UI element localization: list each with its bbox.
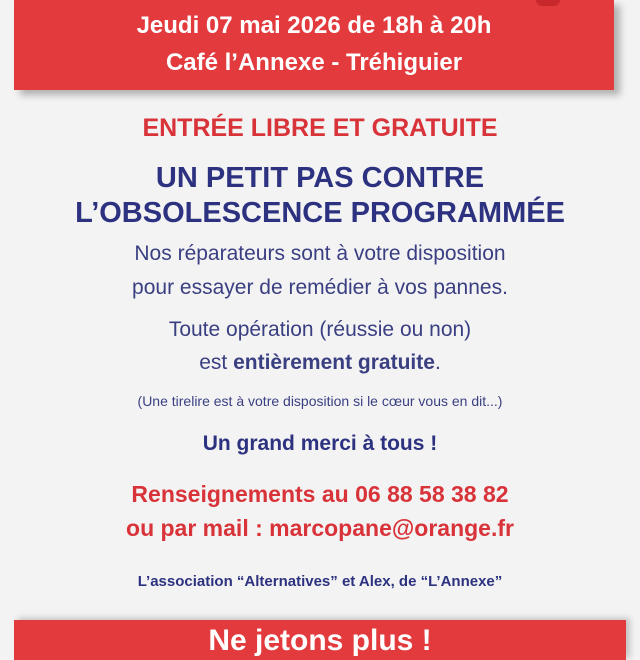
event-date: Jeudi 07 mai 2026 de 18h à 20h (136, 12, 492, 39)
thanks-line: Un grand merci à tous ! (202, 432, 438, 455)
operation-bold: entièrement gratuite (233, 351, 435, 374)
operation-line-2 (0, 351, 640, 375)
free-entry-title: ENTRÉE LIBRE ET GRATUITE (142, 114, 498, 142)
repairers-line-1: Nos réparateurs sont à votre disposition (134, 242, 506, 265)
event-location: Café l’Annexe - Tréhiguier (165, 49, 463, 76)
operation-suffix: . (434, 351, 441, 374)
slogan-banner (14, 620, 626, 660)
operation-prefix: est (199, 351, 234, 374)
operation-line-1: Toute opération (réussie ou non) (168, 318, 472, 341)
contact-email: ou par mail : marcopane@orange.fr (126, 515, 514, 541)
headline-line-2: L’OBSOLESCENCE PROGRAMMÉE (75, 197, 565, 229)
piggybank-note: (Une tirelire est à votre disposition si le cœur vous en dit...) (137, 393, 503, 409)
slogan-text: Ne jetons plus ! (208, 624, 432, 657)
signature-line: L’association “Alternatives” et Alex, de “L’Annexe” (137, 573, 503, 590)
banner-corner-decoration (536, 0, 560, 6)
headline-line-1: UN PETIT PAS CONTRE (155, 162, 485, 194)
contact-phone: Renseignements au 06 88 58 38 82 (131, 481, 509, 507)
repairers-line-2: pour essayer de remédier à vos pannes. (132, 276, 508, 299)
event-banner (14, 0, 614, 90)
